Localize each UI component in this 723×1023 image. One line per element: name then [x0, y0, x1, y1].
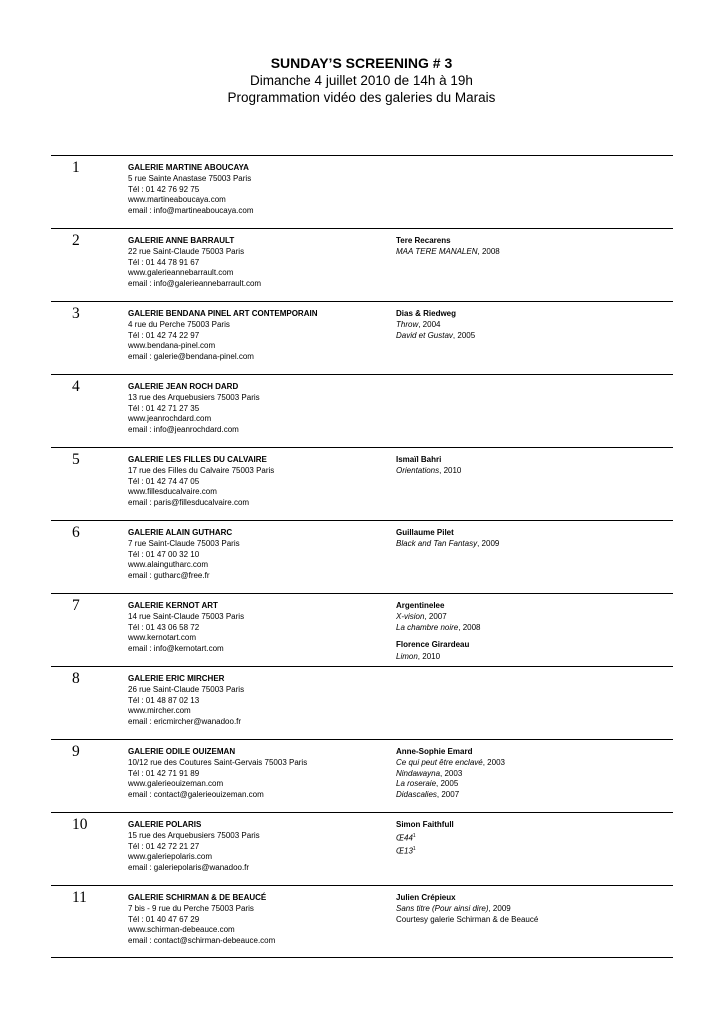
- artist-group: [396, 820, 454, 858]
- artist-name: Ismaïl Bahri: [396, 455, 442, 464]
- work-title: Œ13: [396, 847, 413, 857]
- gallery-info: [128, 236, 261, 289]
- work-year: , 2010: [439, 466, 462, 476]
- artist-column: [396, 747, 505, 800]
- entry-number: 1: [72, 159, 80, 176]
- artist-column: [396, 455, 461, 477]
- artist-name: Tere Recarens: [396, 236, 451, 245]
- gallery-name: GALERIE BENDANA PINEL ART CONTEMPORAIN: [128, 309, 318, 318]
- gallery-name: GALERIE JEAN ROCH DARD: [128, 382, 239, 391]
- gallery-entry: [51, 228, 673, 301]
- work-line: [396, 915, 538, 925]
- gallery-detail-line: 22 rue Saint-Claude 75003 Paris: [128, 247, 245, 257]
- artist-name: Argentinelee: [396, 601, 445, 610]
- work-line: [396, 790, 505, 800]
- work-line: [396, 247, 500, 257]
- gallery-info: [128, 309, 318, 362]
- gallery-info: [128, 455, 274, 508]
- entry-number: 7: [72, 597, 80, 614]
- entry-number: 5: [72, 451, 80, 468]
- gallery-info: [128, 382, 260, 435]
- gallery-entry: [51, 593, 673, 666]
- gallery-detail-line: Tél : 01 47 00 32 10: [128, 549, 200, 559]
- work-year: , 2005: [436, 779, 459, 789]
- gallery-detail-line: www.mircher.com: [128, 706, 191, 716]
- gallery-detail-line: Tél : 01 42 74 47 05: [128, 476, 200, 486]
- gallery-detail-line: email : info@jeanrochdard.com: [128, 424, 239, 434]
- work-title: Orientations: [396, 466, 440, 476]
- gallery-detail-line: email : gutharc@free.fr: [128, 570, 210, 580]
- gallery-name: GALERIE POLARIS: [128, 820, 202, 829]
- gallery-detail-line: 10/12 rue des Coutures Saint-Gervais 75003 Paris: [128, 758, 308, 768]
- gallery-detail-line: www.galerieouizeman.com: [128, 779, 224, 789]
- gallery-detail-line: www.galeriepolaris.com: [128, 852, 213, 862]
- gallery-entry: [51, 885, 673, 958]
- work-title: X-vision: [396, 612, 425, 622]
- artist-group: [396, 601, 481, 633]
- gallery-detail-line: www.martineaboucaya.com: [128, 195, 226, 205]
- gallery-entry: [51, 520, 673, 593]
- gallery-detail-line: 15 rue des Arquebusiers 75003 Paris: [128, 831, 260, 841]
- work-year: , 2008: [477, 247, 500, 257]
- work-line: [396, 331, 475, 341]
- work-line: [396, 466, 461, 476]
- gallery-entry: [51, 374, 673, 447]
- work-line: [396, 904, 538, 914]
- gallery-detail-line: email : ericmircher@wanadoo.fr: [128, 716, 242, 726]
- artist-group: [396, 455, 461, 477]
- work-title: David et Gustav: [396, 330, 453, 340]
- gallery-detail-line: 7 bis - 9 rue du Perche 75003 Paris: [128, 904, 254, 914]
- entry-number: 2: [72, 232, 80, 249]
- work-title: Sans titre (Pour ainsi dire): [396, 904, 489, 914]
- page-subtitle: Programmation vidéo des galeries du Marais: [227, 90, 496, 105]
- work-line: [396, 831, 454, 844]
- gallery-detail-line: www.kernotart.com: [128, 633, 197, 643]
- work-title-superscript: 1: [412, 846, 416, 853]
- gallery-entry: [51, 301, 673, 374]
- gallery-detail-line: email : galerie@bendana-pinel.com: [128, 351, 254, 361]
- work-title: La roseraie: [396, 779, 437, 789]
- gallery-detail-line: email : info@galerieannebarrault.com: [128, 278, 262, 288]
- artist-name: Anne-Sophie Emard: [396, 747, 473, 756]
- artist-group: [396, 236, 500, 258]
- work-title: Ce qui peut être enclavé: [396, 758, 483, 768]
- artist-group: [396, 309, 475, 341]
- artist-group: [396, 747, 505, 800]
- gallery-detail-line: email : contact@schirman-debeauce.com: [128, 935, 276, 945]
- artist-name: Julien Crépieux: [396, 893, 456, 902]
- gallery-detail-line: 4 rue du Perche 75003 Paris: [128, 320, 230, 330]
- gallery-detail-line: 7 rue Saint-Claude 75003 Paris: [128, 539, 240, 549]
- gallery-name: GALERIE ODILE OUIZEMAN: [128, 747, 236, 756]
- entry-number: 4: [72, 378, 80, 395]
- work-title: Throw: [396, 320, 419, 330]
- work-title: Limon: [396, 651, 418, 661]
- gallery-name: GALERIE ERIC MIRCHER: [128, 674, 225, 683]
- gallery-info: [128, 163, 254, 216]
- gallery-info: [128, 528, 240, 581]
- gallery-detail-line: Tél : 01 48 87 02 13: [128, 695, 200, 705]
- gallery-name: GALERIE ALAIN GUTHARC: [128, 528, 233, 537]
- work-line: [396, 652, 481, 662]
- gallery-detail-line: Tél : 01 42 71 27 35: [128, 403, 200, 413]
- work-title: Œ44: [396, 834, 413, 844]
- gallery-detail-line: email : info@kernotart.com: [128, 643, 224, 653]
- artist-column: [396, 820, 454, 858]
- work-year: , 2007: [424, 612, 447, 622]
- work-title-superscript: 1: [412, 833, 416, 840]
- work-title: Nindawayna: [396, 768, 441, 778]
- work-title: Black and Tan Fantasy: [396, 539, 478, 549]
- entry-number: 9: [72, 743, 80, 760]
- gallery-detail-line: www.jeanrochdard.com: [128, 414, 212, 424]
- gallery-info: [128, 674, 244, 727]
- gallery-detail-line: 17 rue des Filles du Calvaire 75003 Paris: [128, 466, 275, 476]
- gallery-detail-line: www.bendana-pinel.com: [128, 341, 216, 351]
- gallery-name: GALERIE LES FILLES DU CALVAIRE: [128, 455, 267, 464]
- gallery-detail-line: Tél : 01 42 76 92 75: [128, 184, 200, 194]
- gallery-info: [128, 820, 260, 873]
- entry-number: 6: [72, 524, 80, 541]
- artist-column: [396, 309, 475, 341]
- work-year: , 2003: [440, 768, 463, 778]
- artist-column: [396, 236, 500, 258]
- gallery-name: GALERIE SCHIRMAN & DE BEAUCÉ: [128, 893, 267, 902]
- page-header: [0, 54, 723, 106]
- work-year: , 2007: [436, 789, 460, 799]
- gallery-detail-line: Tél : 01 40 47 67 29: [128, 914, 200, 924]
- gallery-detail-line: email : info@martineaboucaya.com: [128, 205, 254, 215]
- gallery-detail-line: Tél : 01 42 74 22 97: [128, 330, 200, 340]
- work-year: , 2004: [418, 320, 441, 330]
- work-line: [396, 769, 505, 779]
- gallery-detail-line: www.alaingutharc.com: [128, 560, 209, 570]
- gallery-entry: [51, 812, 673, 885]
- artist-group: [396, 528, 499, 550]
- work-year: , 2003: [482, 758, 505, 768]
- gallery-detail-line: 26 rue Saint-Claude 75003 Paris: [128, 685, 245, 695]
- gallery-info: [128, 747, 307, 800]
- gallery-name: GALERIE ANNE BARRAULT: [128, 236, 235, 245]
- work-line: [396, 779, 505, 789]
- work-title: Didascalies: [396, 789, 437, 799]
- gallery-entry: [51, 666, 673, 739]
- gallery-detail-line: email : contact@galerieouizeman.com: [128, 789, 264, 799]
- artist-column: [396, 528, 499, 550]
- entry-number: 3: [72, 305, 80, 322]
- entry-number: 8: [72, 670, 80, 687]
- artist-group: [396, 893, 538, 925]
- entry-number: 10: [72, 816, 88, 833]
- gallery-name: GALERIE MARTINE ABOUCAYA: [128, 163, 249, 172]
- entry-number: 11: [72, 889, 87, 906]
- work-year: Courtesy galerie Schirman & de Beaucé: [396, 914, 539, 924]
- artist-name: Simon Faithfull: [396, 820, 454, 829]
- page-title: SUNDAY’S SCREENING # 3: [270, 55, 453, 71]
- gallery-detail-line: Tél : 01 42 72 21 27: [128, 841, 200, 851]
- gallery-detail-line: www.galerieannebarrault.com: [128, 268, 234, 278]
- work-year: , 2005: [452, 330, 476, 340]
- work-title: MAA TERE MANALEN: [396, 247, 478, 257]
- work-line: [396, 612, 481, 622]
- gallery-detail-line: email : paris@fillesducalvaire.com: [128, 497, 250, 507]
- event-date: Dimanche 4 juillet 2010 de 14h à 19h: [250, 73, 473, 88]
- gallery-detail-line: www.fillesducalvaire.com: [128, 487, 217, 497]
- gallery-entry: [51, 739, 673, 812]
- artist-name: Guillaume Pilet: [396, 528, 454, 537]
- gallery-detail-line: Tél : 01 42 71 91 89: [128, 768, 200, 778]
- work-line: [396, 539, 499, 549]
- gallery-entry: [51, 155, 673, 228]
- gallery-detail-line: Tél : 01 44 78 91 67: [128, 257, 200, 267]
- gallery-info: [128, 601, 244, 654]
- artist-column: [396, 601, 481, 662]
- gallery-detail-line: email : galeriepolaris@wanadoo.fr: [128, 862, 250, 872]
- gallery-detail-line: www.schirman-debeauce.com: [128, 925, 235, 935]
- artist-column: [396, 893, 538, 925]
- gallery-info: [128, 893, 275, 946]
- work-title: La chambre noire: [396, 622, 459, 632]
- gallery-name: GALERIE KERNOT ART: [128, 601, 218, 610]
- artist-name: Florence Girardeau: [396, 640, 470, 650]
- artist-name: Dias & Riedweg: [396, 309, 457, 318]
- work-line: [396, 758, 505, 768]
- work-year: , 2010: [417, 651, 441, 661]
- artist-group: [396, 640, 481, 662]
- work-year: , 2008: [458, 622, 481, 632]
- gallery-detail-line: 13 rue des Arquebusiers 75003 Paris: [128, 393, 260, 403]
- work-line: [396, 844, 454, 857]
- work-year: , 2009: [488, 904, 511, 914]
- work-line: [396, 320, 475, 330]
- work-line: [396, 623, 481, 633]
- gallery-detail-line: 5 rue Sainte Anastase 75003 Paris: [128, 174, 252, 184]
- gallery-detail-line: 14 rue Saint-Claude 75003 Paris: [128, 612, 245, 622]
- gallery-entry: [51, 447, 673, 520]
- gallery-list: [51, 155, 673, 958]
- work-year: , 2009: [477, 539, 500, 549]
- gallery-detail-line: Tél : 01 43 06 58 72: [128, 622, 200, 632]
